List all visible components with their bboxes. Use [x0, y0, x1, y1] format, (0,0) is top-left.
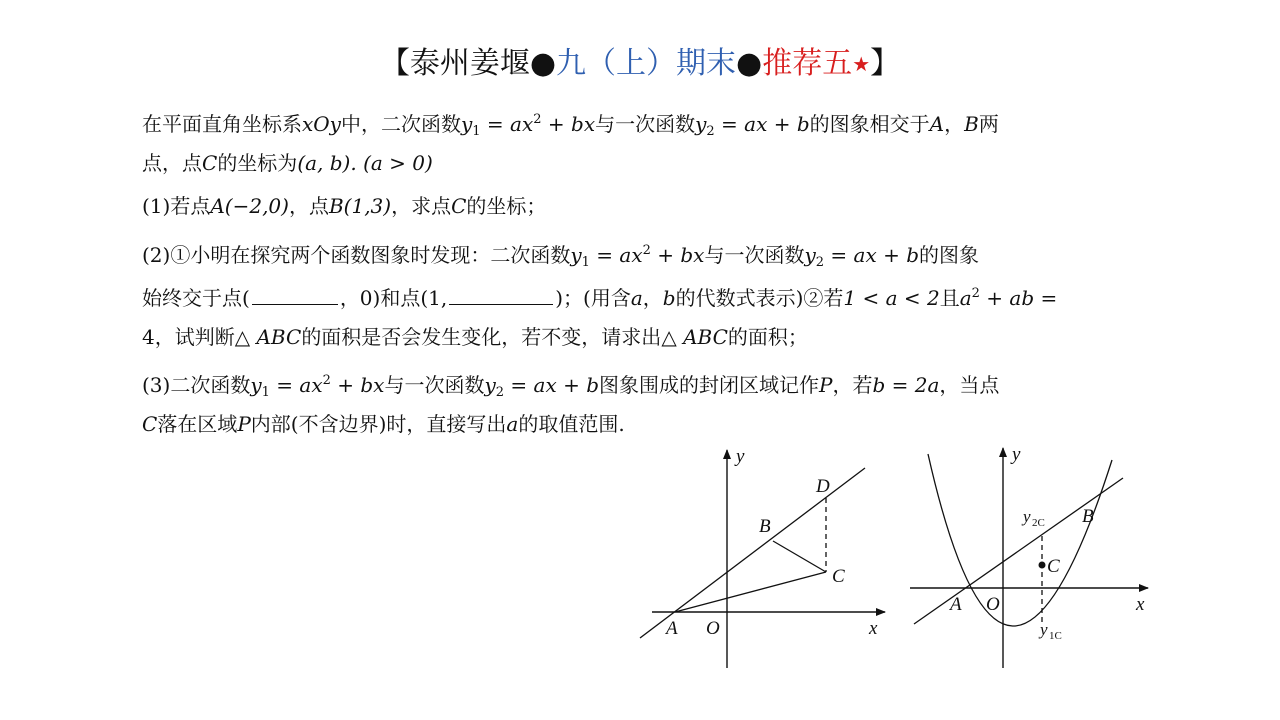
part-1: (1)若点A(−2,0)，点B(1,3)，求点C的坐标；	[142, 194, 547, 218]
part-2-line-1: (2)①小明在探究两个函数图象时发现：二次函数$y_1 = ax^2$ + bx与一次函数$y_2$ = ax + b的图象	[142, 242, 980, 270]
fig1-label-o: O	[706, 618, 720, 639]
problem-text	[142, 98, 1152, 446]
title-dot-2: ●	[736, 46, 763, 81]
fig1-label-b: B	[759, 516, 771, 537]
fig1-label-x: x	[869, 618, 878, 639]
part-2-line-2: 始终交于点( ，0)和点(1, )；(用含a，b的代数式表示)②若1 < a < 2且$a^2$ + ab =	[142, 272, 1152, 316]
fig2-label-y1c-sub: 1C	[1049, 630, 1062, 642]
fig2-label-y: y	[1012, 444, 1021, 465]
fig1-label-d: D	[816, 476, 830, 497]
figures-svg	[630, 440, 1170, 680]
fig2-label-x: x	[1136, 594, 1145, 615]
part-2-line-3: 4，试判断△ ABC的面积是否会发生变化，若不变，请求出△ ABC的面积；	[142, 324, 808, 349]
figure-1	[640, 446, 885, 668]
fig2-label-c: C	[1047, 556, 1060, 577]
star-icon: ★	[852, 52, 871, 76]
fig2-label-y1c: y	[1040, 620, 1048, 639]
text-line-1: 在平面直角坐标系xOy中，二次函数$y_1 = ax^2$ + bx与一次函数$y_2$ = ax + b的图象相交于A，B两	[142, 112, 999, 139]
title-exam: 九（上）期末	[556, 46, 737, 81]
fig2-line	[914, 478, 1123, 624]
answer-blank-2[interactable]	[449, 282, 553, 305]
answer-blank-1[interactable]	[252, 282, 338, 305]
fig2-label-y2c-sub: 2C	[1032, 517, 1045, 529]
fig1-label-y: y	[736, 446, 745, 467]
title-close: 】	[870, 46, 901, 81]
fig1-label-c: C	[832, 566, 845, 587]
fig1-segment-ac	[675, 572, 826, 612]
fig1-label-a: A	[666, 618, 678, 639]
figure-2	[910, 444, 1148, 668]
fig2-label-a: A	[950, 594, 962, 615]
problem-title	[0, 40, 1280, 88]
title-tag: 推荐五	[762, 46, 853, 81]
part-3-line-1: (3)二次函数$y_1 = ax^2$ + bx与一次函数$y_2$ = ax + b图象围成的封闭区域记作P，若b = 2a，当点	[142, 373, 1000, 400]
fig1-segment-bc	[773, 541, 826, 572]
title-open: 【泰州姜堰	[379, 46, 530, 81]
fig2-point-c	[1039, 562, 1046, 569]
text-line-2: 点，点C的坐标为(a, b). (a > 0)	[142, 150, 433, 175]
fig2-label-y2c: y	[1023, 507, 1031, 526]
title-dot-1: ●	[529, 46, 557, 81]
figures	[630, 440, 1170, 684]
part-3-line-2: C落在区域P内部(不含边界)时，直接写出a的取值范围.	[142, 411, 625, 436]
fig2-label-o: O	[986, 594, 1000, 615]
fig2-label-b: B	[1082, 506, 1094, 527]
